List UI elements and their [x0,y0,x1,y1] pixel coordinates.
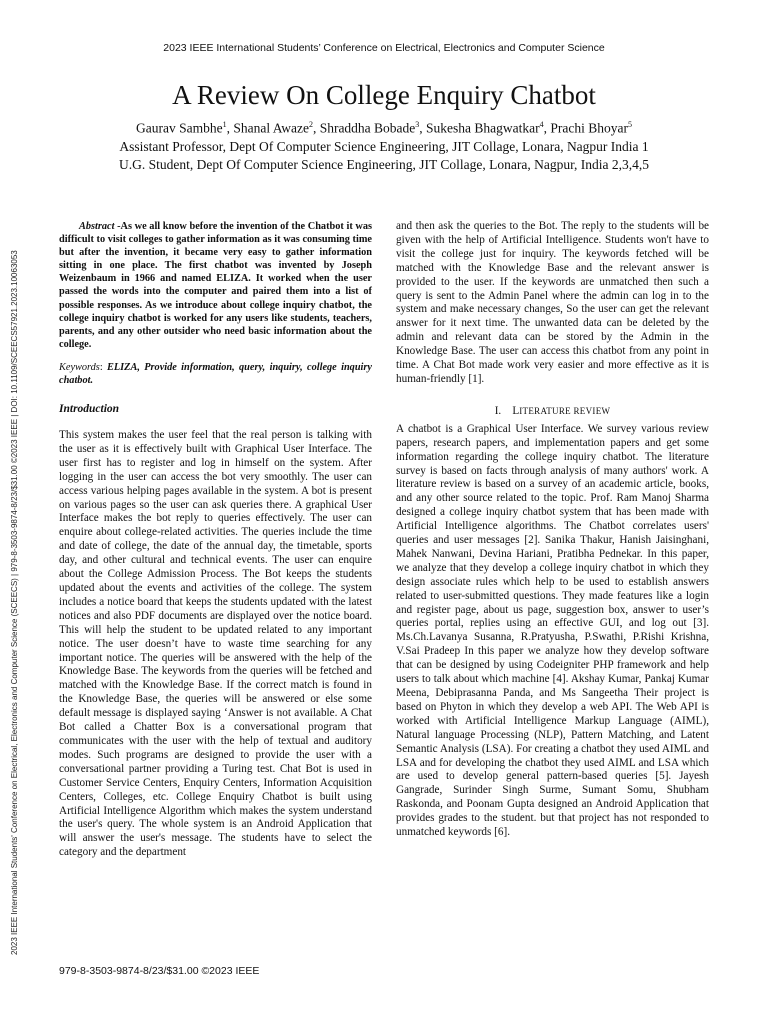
paper-title: A Review On College Enquiry Chatbot [172,80,596,110]
side-margin-identifier [8,165,22,955]
author-list [0,116,768,138]
author-superscript: 2 [308,120,313,129]
side-identifier-text: 2023 IEEE International Students' Conference on Electrical, Electronics and Computer Science (SCEECS) | 979-8-3503-9874-8/23/$31.00 ©2023 IEEE | DOI: 10.1109/SCEECS57921.2023.10063053 [10,250,19,955]
right-intro-continuation: and then ask the queries to the Bot. The reply to the students will be given with the help of Artificial Intelligence. Students won't have to visit the college just for inquiry. The keywords fetched will be matched with the Knowledge Base and the relevant answer is provided to the user. If the keywords are unmatched then such a query is sent to the Admin Panel where the admin can log in to the system and make necessary changes, So the user can get the relevant answer for it next time. The unwanted data can be deleted by the admin and relevant data can be stored by the Admin in the Knowledge Base. The user can access this chatbot from any point in time. A Chat Bot made work very easier and more effective as it is human-friendly [1]. [396,220,709,385]
author-superscript: 1 [222,120,227,129]
literature-review-heading [396,405,709,419]
literature-review-text: A chatbot is a Graphical User Interface. We survey various review papers, research papers, and implementation papers and get some information regarding the college inquiry chatbot. The literature survey is based on facts through analysis of many authors' work. A literature review is based on a survey of an academic article, books, and any other source related to the topic. Prof. Ram Manoj Sharma designed a college inquiry chatbot system that has been made with Artificial Intelligence algorithms. The Chatbot correlates users' queries and user messages [2]. Sanika Thakur, Hanish Jaisinghani, Mahek Nanwani, Devina Hariani, Pratibha Pednekar. In this paper, we analyze that they develop a college inquiry chatbot in which they design associate rules which help to be used to establish answers related to user-submitted questions. They made features like a login and register page, about us page, suggestion box, answer to user’s queries portal, replies using an effective GUI, and log out [3]. Ms.Ch.Lavanya Susanna, R.Pratyusha, P.Swathi, P.Rishi Krishna, V.Sai Pradeep In this paper we analyze how they develop software that can be designed by using Codeigniter PHP framework and help users to talk about which machine [4]. Akshay Kumar, Pankaj Kumar Meena, Debiprasanna Panda, and Ms Sangeetha Their project is based on Phyton in which they develop a web API. The Web API is worked with Artificial Intelligence Markup Language (AIML), Natural language Processing (NLP), Pattern Matching, and Latent Semantic Analysis (LSA). For creating a chatbot they used AIML and LSA and for developing the chatbot they used AIML and LSA which are used to develop general pattern-based queries [5]. Jayesh Gangrade, Surinder Singh Surme, Sumant Somu, Shubham Raskonda, and Poonam Gupta designed an Android Application that provides grades to the student. but that project has not responded to unmatched keywords [6]. [396,422,709,839]
author-name: , Shraddha Bobade [312,120,416,136]
footer-copyright: 979-8-3503-9874-8/23/$31.00 ©2023 IEEE [59,965,260,977]
author-name: , Shanal Awaze [226,120,309,136]
introduction-text: This system makes the user feel that the real person is talking with the user as it is effectively built with Graphical User Interface. The user first has to register and log in himself on the system. After logging in the user can access the bot very smoothly. The user can access various helping pages available in the system. A bot is present on various pages so the user can ask queries there. A graphical User Interface makes the bot reply to queries effectively. The user can enquire about college-related activities. The queries include the time and date of college, the date of the annual day, the timetable, sports day, and other cultural and technical events. The user can enquire about the College Admission Process. The Bot keeps the students updated about the events and activities of the college. The system includes a notice board that keeps the students updated with the latest notices and also PDF documents are displayed over the notice board. This will help the student to be updated related to any important notice. The user doesn’t have to waste time searching for any important notice. The queries will be answered with the help of the Knowledge Base. The keywords from the queries will be fetched and matched with the Knowledge Base. If the correct match is found in the Knowledge Base, the queries will be answered or else some default message is displayed saying ‘Answer is not available. A Chat Bot called a Chatter Box is a conversational program that communicates with the user with the help of textual and auditory modes. Such programs are designed to provide the user with a conversational partner providing a Turing test. Chat Bot is used in Customer Service Centers, Enquiry Centers, Information Acquisition Centers, Colleges, etc. College Enquiry Chatbot is built using Artificial Intelligence Algorithm which makes the system understand the user's query. The whole system is an Android Application that will answer the user's message. The students have to select the category and the department [59,429,372,859]
right-column [396,220,709,840]
author-block [0,116,768,174]
section-number: I. [494,404,502,417]
affiliation-1: Assistant Professor, Dept Of Computer Science Engineering, JIT Collage, Lonara, Nagpur India 1 [119,138,649,154]
author-name: , Prachi Bhoyar [543,120,629,136]
left-column [59,220,372,860]
abstract [59,220,372,351]
keywords-text: ELIZA, Provide information, query, inquiry, college inquiry chatbot. [59,361,372,387]
author-name: Gaurav Sambhe [135,120,223,136]
author-superscript: 3 [415,120,420,129]
introduction-heading: Introduction [59,403,120,416]
conference-header: 2023 IEEE International Students’ Conference on Electrical, Electronics and Computer Science [163,42,605,54]
author-name: , Sukesha Bhagwatkar [419,120,540,136]
keywords-label: Keywords [59,361,100,373]
keywords-separator: : [99,361,108,373]
section-title-rest: ITERATURE REVIEW [519,405,611,416]
affiliation-2: U.G. Student, Dept Of Computer Science Engineering, JIT Collage, Lonara, Nagpur, India 2,3,4,5 [118,156,650,172]
author-superscript: 4 [539,120,544,129]
keywords [59,361,372,387]
abstract-label: Abstract [79,221,115,232]
section-initial: L [512,404,520,417]
abstract-text: -As we all know before the invention of the Chatbot it was difficult to visit colleges to gather information as it was consuming time but after the invention, it became very easy to gather information sitting in one place. The first chatbot was invented by Joseph Weizenbaum in 1966 and named ELIZA. It worked when the user passed the words into the computer and paired them into a list of possible responses. As we introduce about college inquiry chatbot, the college inquiry chatbot is worked for any users like students, teachers, parents, and any other outsider who need basic information about the college. [59,221,372,350]
author-superscript: 5 [628,120,633,129]
